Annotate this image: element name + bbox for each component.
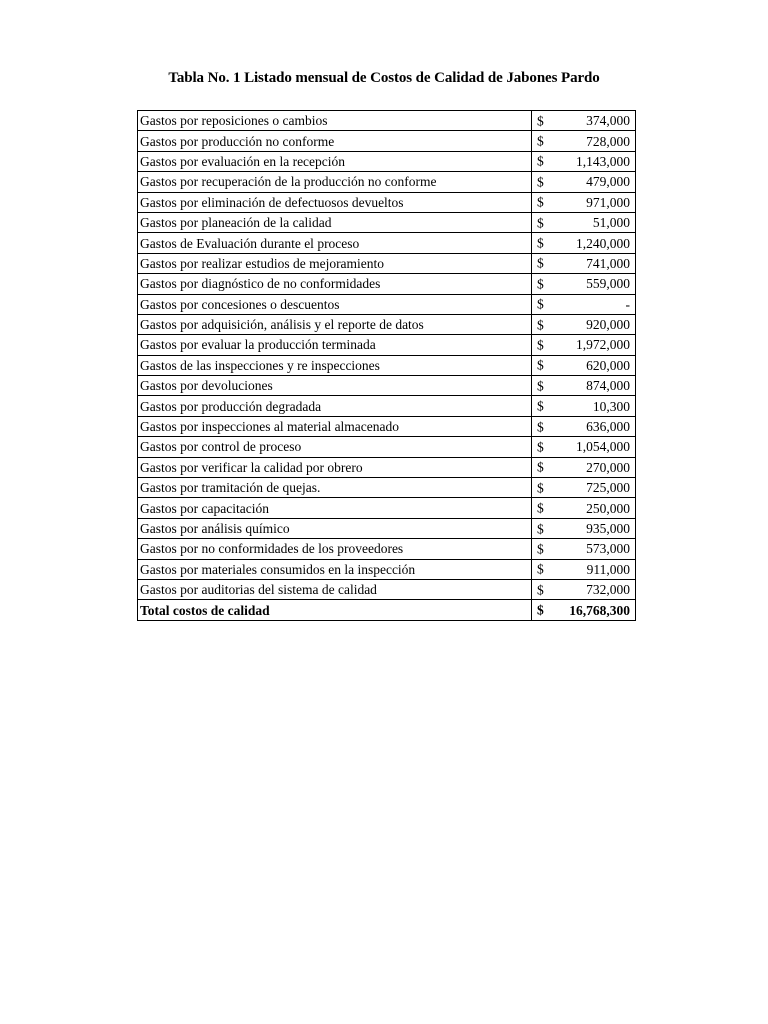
cost-amount-value: 374,000 [586,113,630,129]
cost-label: Gastos por eliminación de defectuosos devueltos [138,192,532,212]
cost-amount-value: 1,972,000 [576,337,630,353]
cost-label: Gastos de Evaluación durante el proceso [138,233,532,253]
table-row [138,518,636,538]
cost-amount-cell [532,172,636,192]
cost-amount-cell [532,376,636,396]
cost-amount-value: 728,000 [586,133,630,149]
cost-amount-value: 935,000 [586,521,630,536]
cost-label: Gastos de las inspecciones y re inspecciones [138,355,532,375]
cost-label: Gastos por inspecciones al material almacenado [138,416,532,436]
table-row [138,335,636,355]
currency-symbol: $ [537,235,544,251]
currency-symbol: $ [537,398,544,414]
cost-label: Gastos por tramitación de quejas. [138,478,532,498]
cost-amount-cell [532,253,636,273]
total-amount-cell [532,600,636,620]
cost-label: Gastos por producción no conforme [138,131,532,151]
table-row [138,376,636,396]
currency-symbol: $ [537,459,544,475]
cost-amount-value: - [625,296,630,312]
table-row [138,233,636,253]
currency-symbol: $ [537,276,544,292]
cost-amount-cell [532,478,636,498]
currency-symbol: $ [537,419,544,435]
cost-amount-value: 1,143,000 [576,153,630,169]
currency-symbol: $ [537,296,544,312]
table-row [138,416,636,436]
table-title: Tabla No. 1 Listado mensual de Costos de Calidad de Jabones Pardo [168,70,600,86]
cost-amount-cell [532,416,636,436]
cost-amount-value: 920,000 [586,317,630,333]
table-row [138,294,636,314]
cost-label: Gastos por devoluciones [138,376,532,396]
table-row [138,131,636,151]
cost-amount-value: 874,000 [586,378,630,394]
cost-label: Gastos por evaluar la producción terminada [138,335,532,355]
table-row [138,539,636,559]
currency-symbol: $ [537,153,544,169]
currency-symbol: $ [537,582,544,598]
cost-amount-cell [532,233,636,253]
currency-symbol: $ [537,439,544,455]
table-row [138,396,636,416]
cost-label: Gastos por evaluación en la recepción [138,151,532,171]
table-row [138,437,636,457]
cost-amount-cell [532,355,636,375]
cost-amount-value: 620,000 [586,357,630,373]
currency-symbol: $ [537,133,544,149]
cost-amount-value: 573,000 [586,541,630,557]
currency-symbol: $ [537,357,544,373]
cost-amount-cell [532,314,636,334]
cost-amount-cell [532,518,636,538]
cost-label: Gastos por reposiciones o cambios [138,111,532,131]
table-row [138,559,636,579]
cost-amount-cell [532,559,636,579]
cost-label: Gastos por concesiones o descuentos [138,294,532,314]
table-row [138,172,636,192]
cost-label: Gastos por diagnóstico de no conformidades [138,274,532,294]
cost-amount-cell [532,457,636,477]
total-label: Total costos de calidad [138,600,532,620]
cost-amount-value: 479,000 [586,174,630,190]
table-row [138,192,636,212]
quality-costs-table-body [138,111,636,621]
cost-amount-cell [532,498,636,518]
table-row [138,151,636,171]
cost-amount-cell [532,192,636,212]
currency-symbol: $ [537,337,544,353]
currency-symbol: $ [537,255,544,271]
cost-amount-value: 1,054,000 [576,439,630,455]
cost-label: Gastos por no conformidades de los proveedores [138,539,532,559]
cost-amount-value: 911,000 [586,561,630,577]
cost-amount-cell [532,111,636,131]
total-amount-value: 16,768,300 [569,602,630,618]
currency-symbol: $ [537,521,544,536]
table-row [138,579,636,599]
cost-amount-cell [532,274,636,294]
currency-symbol: $ [537,602,544,618]
currency-symbol: $ [537,541,544,557]
cost-amount-value: 250,000 [586,500,630,516]
cost-amount-value: 1,240,000 [576,235,630,251]
currency-symbol: $ [537,194,544,210]
cost-amount-value: 732,000 [586,582,630,598]
table-row [138,457,636,477]
cost-amount-cell [532,396,636,416]
cost-label: Gastos por recuperación de la producción no conforme [138,172,532,192]
table-row [138,253,636,273]
total-row [138,600,636,620]
table-row [138,478,636,498]
currency-symbol: $ [537,378,544,394]
cost-amount-value: 10,300 [592,398,630,414]
cost-amount-cell [532,212,636,232]
cost-label: Gastos por realizar estudios de mejoramiento [138,253,532,273]
currency-symbol: $ [537,500,544,516]
cost-amount-cell [532,579,636,599]
table-row [138,498,636,518]
cost-amount-cell [532,294,636,314]
cost-label: Gastos por análisis químico [138,518,532,538]
table-row [138,274,636,294]
table-row [138,314,636,334]
currency-symbol: $ [537,317,544,333]
quality-costs-table [137,110,636,621]
cost-label: Gastos por adquisición, análisis y el reporte de datos [138,314,532,334]
cost-label: Gastos por planeación de la calidad [138,212,532,232]
currency-symbol: $ [537,215,544,231]
currency-symbol: $ [537,113,544,129]
table-row [138,355,636,375]
cost-amount-value: 270,000 [586,459,630,475]
cost-label: Gastos por control de proceso [138,437,532,457]
cost-label: Gastos por capacitación [138,498,532,518]
table-row [138,111,636,131]
cost-amount-value: 51,000 [592,215,630,231]
currency-symbol: $ [537,174,544,190]
table-row [138,212,636,232]
cost-amount-value: 636,000 [586,419,630,435]
cost-amount-cell [532,437,636,457]
cost-amount-value: 741,000 [586,255,630,271]
cost-amount-value: 971,000 [586,194,630,210]
cost-label: Gastos por producción degradada [138,396,532,416]
cost-amount-cell [532,151,636,171]
currency-symbol: $ [537,480,544,496]
cost-amount-cell [532,539,636,559]
cost-amount-cell [532,131,636,151]
cost-label: Gastos por materiales consumidos en la inspección [138,559,532,579]
currency-symbol: $ [537,561,544,577]
cost-label: Gastos por auditorias del sistema de calidad [138,579,532,599]
cost-label: Gastos por verificar la calidad por obrero [138,457,532,477]
cost-amount-value: 725,000 [586,480,630,496]
cost-amount-value: 559,000 [586,276,630,292]
cost-amount-cell [532,335,636,355]
